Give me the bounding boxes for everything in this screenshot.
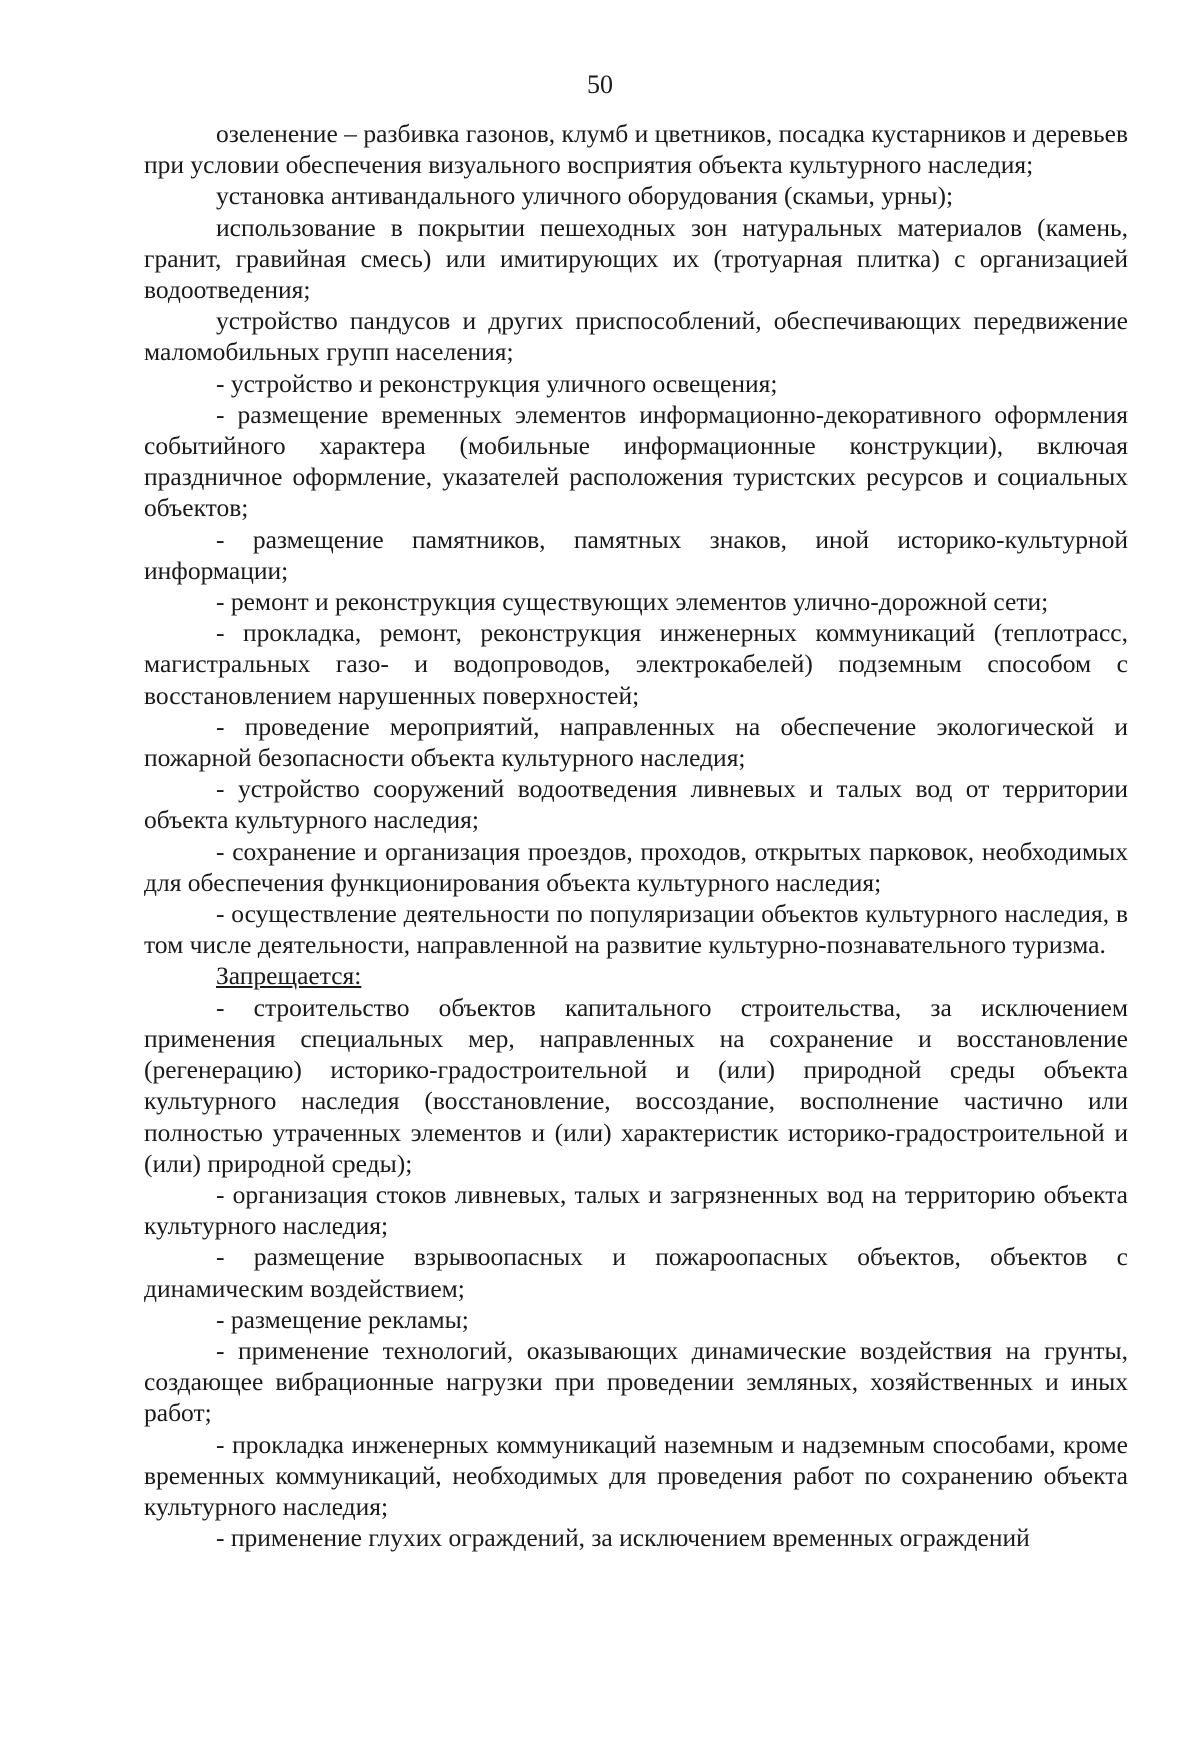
prohibited-item: - применение технологий, оказывающих динамические воздействия на грунты, создающее вибрационные нагрузки при проведении земляных, хозяйственных и иных работ;: [144, 1335, 1128, 1428]
prohibited-item: - строительство объектов капитального строительства, за исключением применения специальных мер, направленных на сохранение и восстановление (регенерацию) историко-градостроительной и (или) природной среды объекта культурного наследия (восстановление, воссоздание, восполнение частично или полностью утраченных элементов и (или) характеристик историко-градостроительной и (или) природной среды);: [144, 992, 1128, 1178]
prohibited-item: - прокладка инженерных коммуникаций наземным и надземным способами, кроме временных коммуникаций, необходимых для проведения работ по сохранению объекта культурного наследия;: [144, 1429, 1128, 1521]
paragraph: - сохранение и организация проездов, проходов, открытых парковок, необходимых для обеспечения функционирования объекта культурного наследия;: [144, 836, 1128, 897]
paragraph: устройство пандусов и других приспособлений, обеспечивающих передвижение маломобильных групп населения;: [144, 306, 1128, 367]
document-body: [144, 118, 1128, 1553]
paragraph: - осуществление деятельности по популяризации объектов культурного наследия, в том числе деятельности, направленной на развитие культурно-познавательного туризма.: [144, 899, 1128, 960]
paragraph: - размещение временных элементов информационно-декоративного оформления событийного характера (мобильные информационные конструкции), включая праздничное оформление, указателей расположения туристских ресурсов и социальных объектов;: [144, 399, 1128, 523]
prohibited-item: - организация стоков ливневых, талых и загрязненных вод на территорию объекта культурного наследия;: [144, 1179, 1128, 1241]
paragraph: - прокладка, ремонт, реконструкция инженерных коммуникаций (теплотрасс, магистральных газо- и водопроводов, электрокабелей) подземным способом с восстановлением нарушенных поверхностей;: [144, 618, 1128, 710]
paragraph: - устройство и реконструкция уличного освещения;: [216, 368, 778, 398]
prohibited-item: - размещение рекламы;: [216, 1304, 469, 1334]
prohibited-heading-line: [144, 960, 1128, 991]
page-number: 50: [587, 70, 613, 99]
paragraph: использование в покрытии пешеходных зон натуральных материалов (камень, гранит, гравийная смесь) или имитирующих их (тротуарная плитка) с организацией водоотведения;: [144, 212, 1128, 305]
paragraph: установка антивандального уличного оборудования (скамьи, урны);: [216, 181, 954, 211]
paragraph: - устройство сооружений водоотведения ливневых и талых вод от территории объекта культурного наследия;: [144, 774, 1128, 835]
prohibited-item: - размещение взрывоопасных и пожароопасных объектов, объектов с динамическим воздействием;: [144, 1242, 1128, 1303]
paragraph: озеленение – разбивка газонов, клумб и цветников, посадка кустарников и деревьев при условии обеспечения визуального восприятия объекта культурного наследия;: [144, 119, 1128, 180]
paragraph: - проведение мероприятий, направленных на обеспечение экологической и пожарной безопасности объекта культурного наследия;: [144, 711, 1128, 773]
prohibited-heading: Запрещается:: [216, 961, 362, 991]
paragraph: - ремонт и реконструкция существующих элементов улично-дорожной сети;: [216, 587, 1049, 617]
prohibited-item: - применение глухих ограждений, за исключением временных ограждений: [216, 1523, 1030, 1553]
paragraph: - размещение памятников, памятных знаков, иной историко-культурной информации;: [144, 524, 1128, 585]
